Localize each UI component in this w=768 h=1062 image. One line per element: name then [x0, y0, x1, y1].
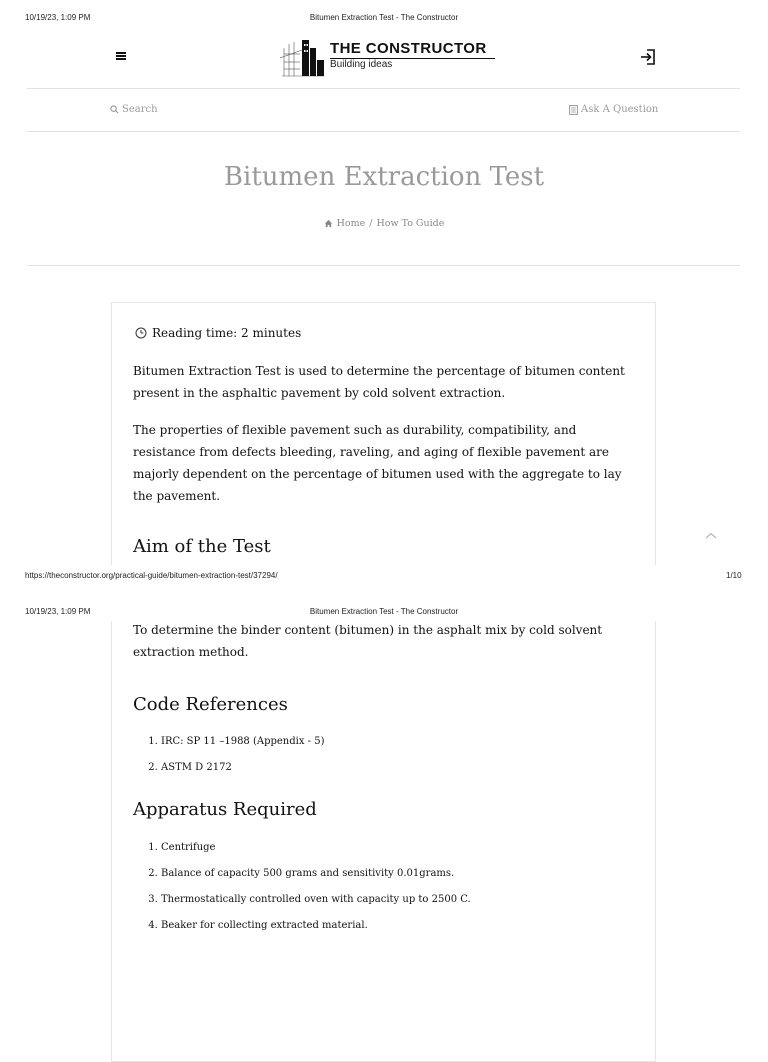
print-datetime-page-2: 10/19/23, 1:09 PM: [25, 607, 91, 616]
code-references-heading: Code References: [133, 694, 288, 715]
aim-heading: Aim of the Test: [133, 536, 271, 557]
sign-in-icon[interactable]: [638, 47, 658, 67]
article-card: [111, 302, 656, 1062]
list-item: 2. ASTM D 2172: [161, 760, 661, 786]
ask-question-link[interactable]: [569, 104, 658, 115]
apparatus-heading: Apparatus Required: [133, 799, 317, 820]
logo-tagline: Building ideas: [330, 59, 393, 70]
home-icon: [324, 219, 333, 228]
list-item: 1. IRC: SP 11 –1988 (Appendix - 5): [161, 734, 661, 760]
print-datetime: 10/19/23, 1:09 PM: [25, 13, 91, 22]
card-left-edge: [111, 621, 112, 1024]
code-references-list: [133, 734, 661, 786]
print-doc-title-page-2: Bitumen Extraction Test - The Constructor: [309, 607, 459, 616]
list-item: 4. Beaker for collecting extracted material.: [161, 918, 661, 944]
title-divider: [27, 265, 740, 266]
header-divider: [27, 88, 740, 89]
list-item: 3. Thermostatically controlled oven with capacity up to 2500 C.: [161, 892, 661, 918]
card-right-edge: [655, 621, 656, 1024]
print-page-number: 1/10: [726, 571, 742, 580]
breadcrumb-home[interactable]: Home: [336, 218, 366, 229]
search-label: Search: [122, 104, 158, 115]
breadcrumb-category[interactable]: How To Guide: [376, 218, 445, 229]
hamburger-menu-icon[interactable]: [116, 52, 126, 60]
search-icon: [110, 105, 119, 114]
apparatus-list: [133, 840, 661, 944]
intro-paragraph-1: Bitumen Extraction Test is used to determine the percentage of bitumen content present in the asphaltic pavement by cold solvent extraction.: [133, 364, 625, 400]
building-logo-icon: [280, 38, 326, 78]
reading-time-text: Reading time: 2 minutes: [152, 326, 302, 340]
reading-time: [135, 326, 301, 340]
print-doc-title: Bitumen Extraction Test - The Constructor: [309, 13, 459, 22]
ask-question-label: Ask A Question: [581, 104, 659, 115]
search-link[interactable]: [110, 104, 158, 115]
breadcrumb-separator: /: [369, 218, 373, 229]
document-icon: [569, 105, 578, 115]
breadcrumb: [0, 218, 768, 229]
scroll-to-top-icon[interactable]: [704, 531, 718, 541]
logo-title: THE CONSTRUCTOR: [330, 40, 487, 57]
intro-paragraph-2: The properties of flexible pavement such as durability, compatibility, and resistance from defects bleeding, raveling, and aging of flexible pavement are majorly dependent on the percentage of bitumen used with the aggregate to lay the pavement.: [133, 423, 622, 503]
clock-icon: [135, 327, 147, 339]
page-title: Bitumen Extraction Test: [223, 162, 545, 192]
site-logo[interactable]: [280, 36, 500, 80]
list-item: 1. Centrifuge: [161, 840, 661, 866]
list-item: 2. Balance of capacity 500 grams and sensitivity 0.01grams.: [161, 866, 661, 892]
nav-divider: [27, 131, 740, 132]
aim-text: To determine the binder content (bitumen) in the asphalt mix by cold solvent extraction method.: [133, 623, 603, 659]
print-url: https://theconstructor.org/practical-guide/bitumen-extraction-test/37294/: [25, 571, 278, 580]
